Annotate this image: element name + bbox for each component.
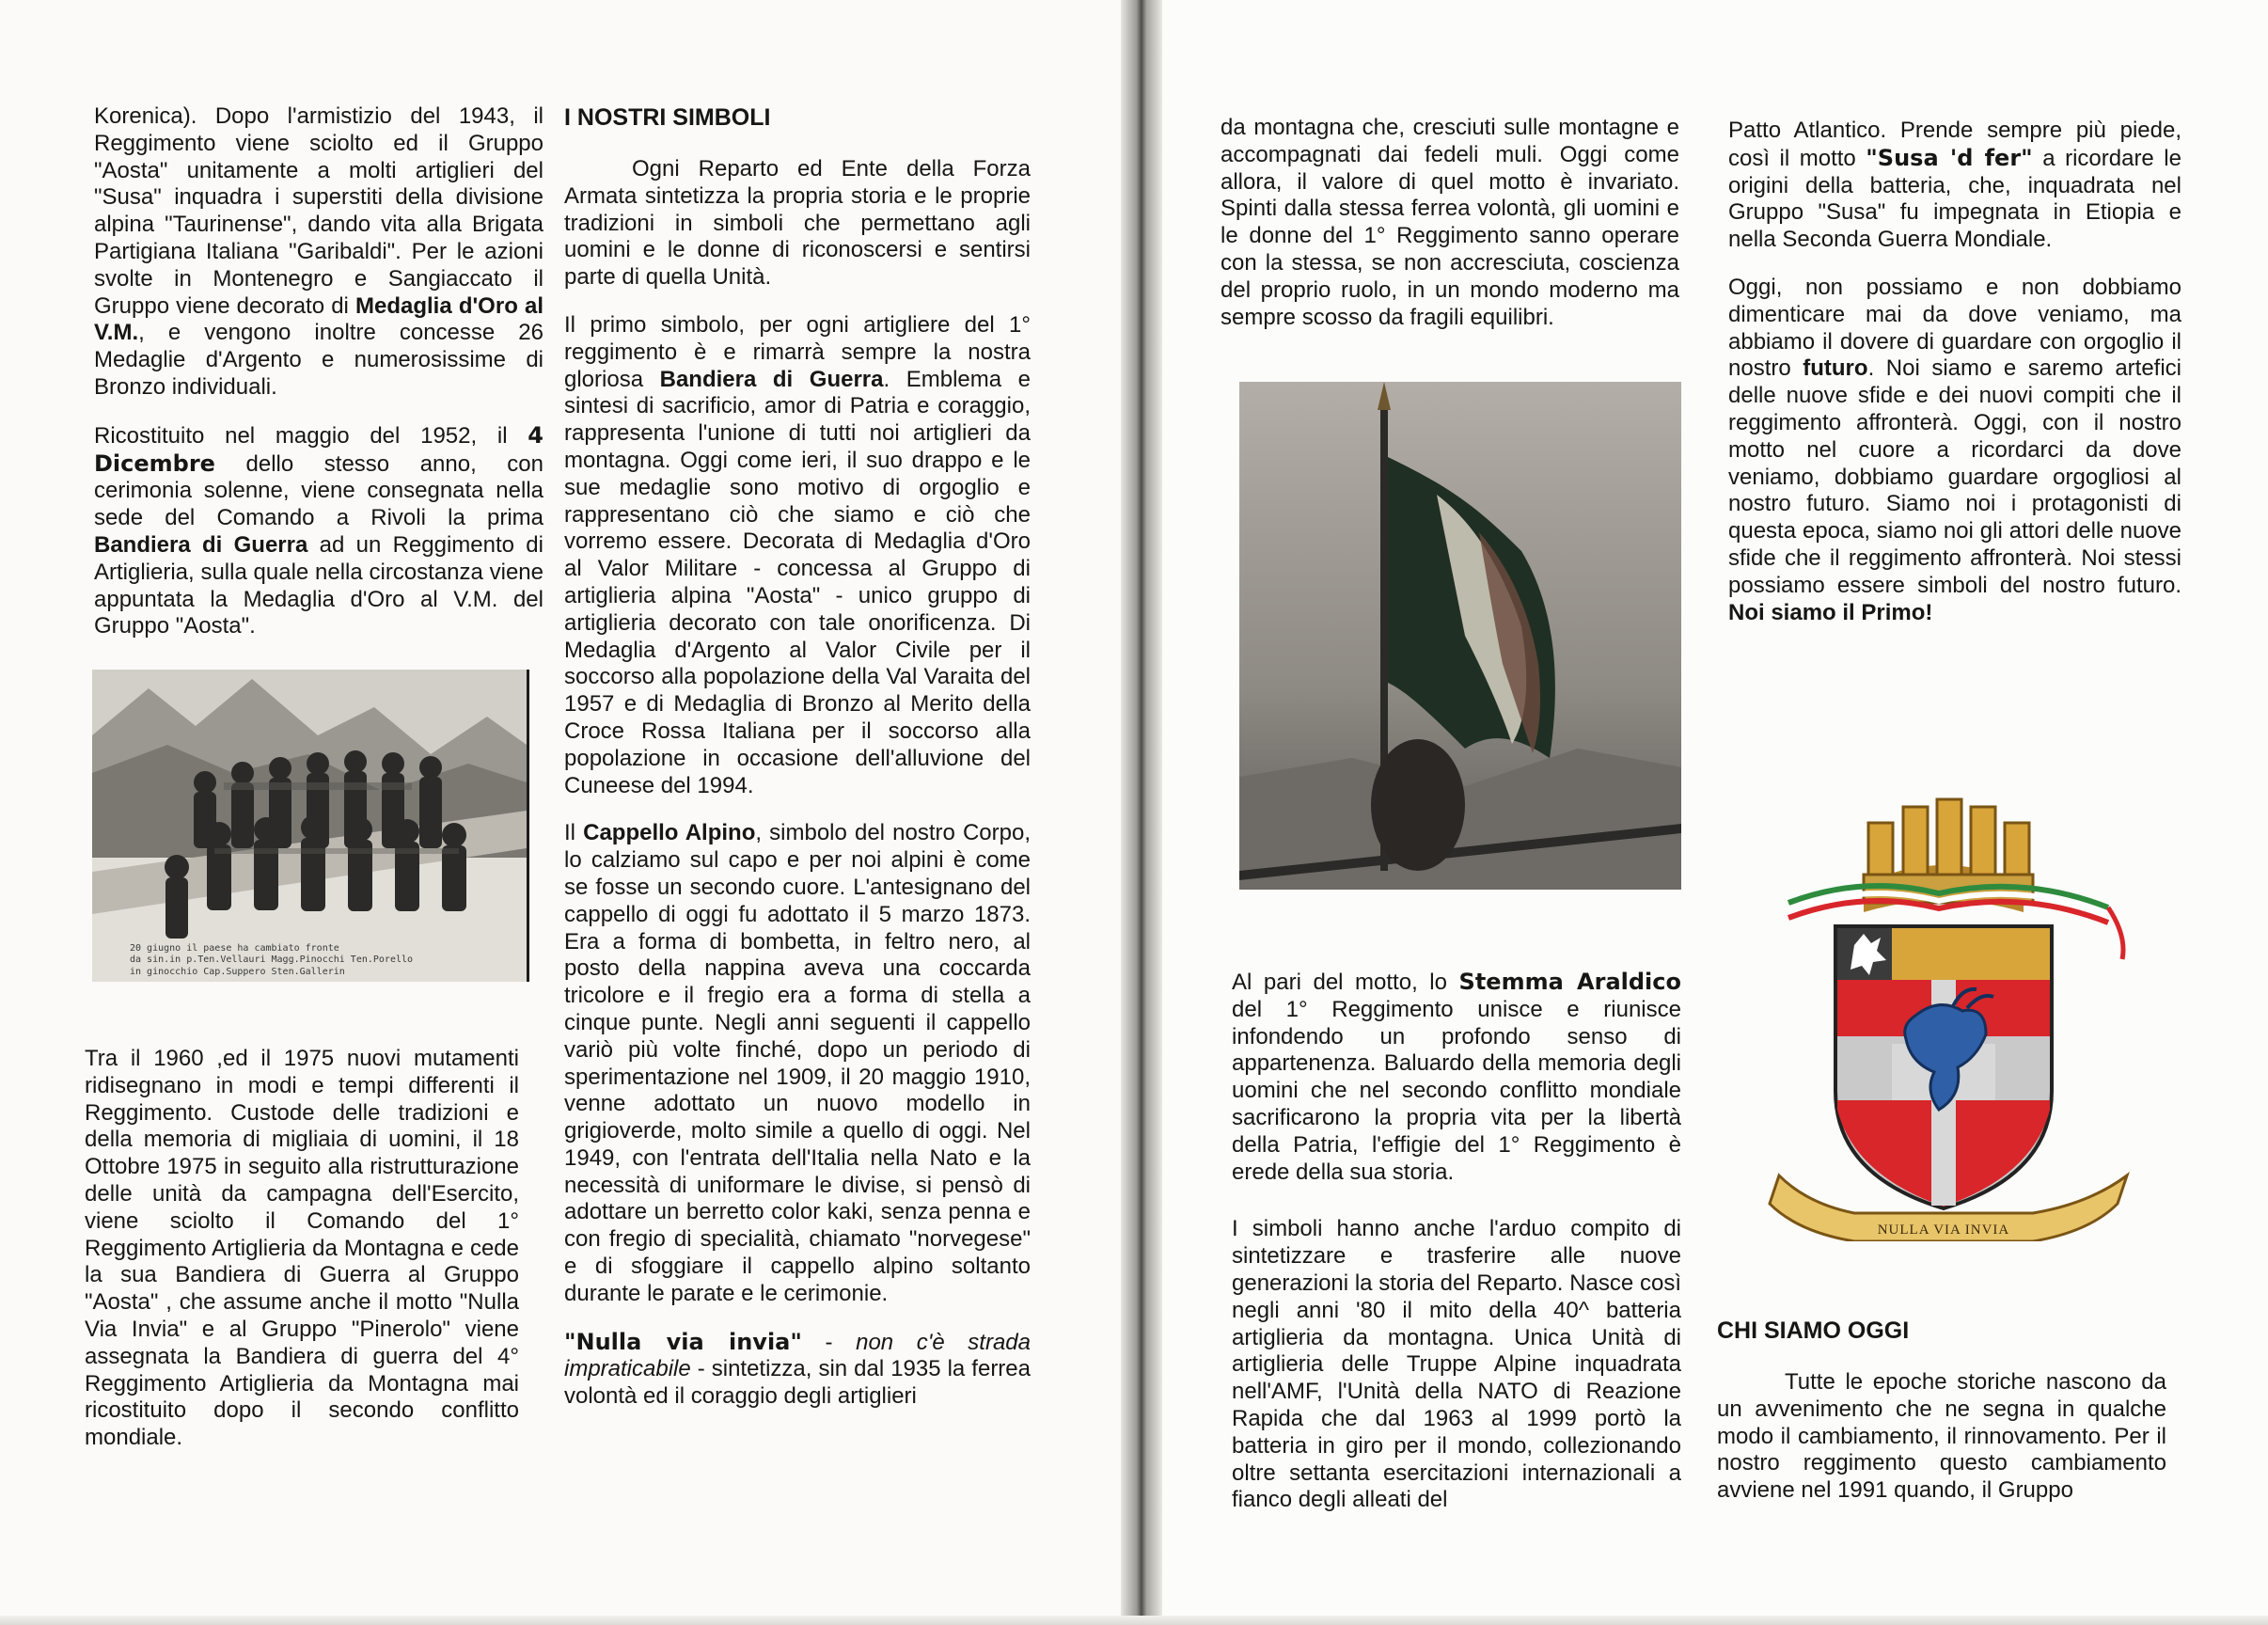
paragraph-armistizio: Korenica). Dopo l'armistizio del 1943, il Reggimento viene sciolto ed il Gruppo "Aosta" unitamente a molti artiglieri del "Susa" inquadra i superstiti della divisione alpina "Taurinense", dando vita alla Brigata Partigiana Italiana "Garibaldi". Per le azioni svolte in Montenegro e Sangiaccato il Gruppo viene decorato di Medaglia d'Oro al V.M., e vengono inoltre concesse 26 Medaglie d'Argento e numerosissime di Bronzo individuali. xyxy=(94,103,543,400)
heading-chi-siamo-oggi: CHI SIAMO OGGI xyxy=(1717,1317,1910,1344)
paragraph-oggi: Oggi, non possiamo e non dobbiamo dimenticare mai da dove veniamo, ma abbiamo il dovere di guardare con orgoglio il nostro futuro. Noi siamo e saremo artefici delle nuove sfide e dei nuovi compiti che il reggimento affronterà. Oggi, con il nostro motto nel cuore a ricordarci da dove veniamo, dobbiamo guardare orgogliosi al nostro futuro. Siamo noi i protagonisti di questa epoca, siamo noi gli attori delle nuove sfide che il reggimento affronterà. Noi stessi possiamo essere simboli del nostro futuro. Noi siamo il Primo! xyxy=(1728,274,2181,625)
heading-i-nostri-simboli: I NOSTRI SIMBOLI xyxy=(564,104,771,131)
paragraph-stemma-araldico: Al pari del motto, lo Stemma Araldico del 1° Reggimento unisce e riunisce infondendo un profondo senso di appartenenza. Baluardo della memoria degli uomini che nel secondo conflitto mondiale sacrificarono la propria vita per la libertà della Patria, l'effigie del 1° Reggimento è erede della sua storia. xyxy=(1232,969,1681,1185)
paragraph-mutamenti: Tra il 1960 ,ed il 1975 nuovi mutamenti ridisegnano in modi e tempi differenti il Reggimento. Custode delle tradizioni e della memoria di migliaia di uomini, il 18 Ottobre 1975 in seguito alla ristrutturazione delle unità da campagna dell'Esercito, viene sciolto il Comando del 1° Reggimento Artiglieria da Montagna e cede la sua Bandiera di Guerra al Gruppo "Aosta" , che assume anche il motto "Nulla Via Invia" e al Gruppo "Pinerolo" viene assegnata la Bandiera di guerra del 4° Reggimento Artiglieria da Montagna mai ricostituito dopo il secondo conflitto mondiale. xyxy=(85,1046,519,1451)
bold-nulla-via-invia: "Nulla via invia" xyxy=(564,1328,802,1355)
coat-of-arms xyxy=(1751,734,2146,1241)
motto-text: NULLA VIA INVIA xyxy=(1877,1223,2010,1238)
left-column-1-lower xyxy=(85,1046,519,1473)
book-spine xyxy=(1121,0,1162,1625)
soldiers-photo-image xyxy=(92,670,527,982)
left-column-2 xyxy=(564,103,1031,1431)
bold-bandiera-di-guerra: Bandiera di Guerra xyxy=(94,531,308,558)
right-column-1-lower xyxy=(1232,969,1681,1535)
paragraph-da-montagna: da montagna che, cresciuti sulle montagne e accompagnati dai fedeli muli. Oggi come allora, il valore di quel motto è invariato. Spinti dalla stessa ferrea volontà, gli uomini e le donne del 1° Reggimento sanno operare con la stessa, se non accresciuta, coscienza del proprio ruolo, in un mondo moderno ma sempre scosso da fragili equilibri. xyxy=(1221,115,1679,330)
bold-4-dicembre: 4 Dicembre xyxy=(94,421,543,477)
paragraph-ricostituito: Ricostituito nel maggio del 1952, il 4 Dicembre dello stesso anno, con cerimonia solenne, viene consegnata nella sede del Comando a Rivoli la prima Bandiera di Guerra ad un Reggimento di Artiglieria, sulla quale nella circostanza viene appuntata la Medaglia d'Oro al V.M. del Gruppo "Aosta". xyxy=(94,421,543,639)
photo-caption: 20 giugno il paese ha cambiato fronte da sin.in p.Ten.Vellauri Magg.Pinocchi Ten.Porello in ginocchio Cap.Suppero Sten.Gallerin xyxy=(130,942,414,977)
bold-susa-d-fer: "Susa 'd fer" xyxy=(1866,144,2033,171)
bold-noi-siamo-il-primo: Noi siamo il Primo! xyxy=(1728,599,1933,625)
photo-regimental-flag xyxy=(1239,382,1681,890)
paragraph-simboli-arduo: I simboli hanno anche l'arduo compito di sintetizzare e trasferire alle nuove generazioni la storia del Reparto. Nasce così negli anni '80 il mito della 40^ batteria artiglieria da montagna. Unica Unità di artiglieria delle Truppe Alpine inquadrata nell'AMF, l'Unità della NATO di Reazione Rapida che dal 1963 al 1999 portò la batteria in giro per il mondo, collezionando oltre settanta esercitazioni internazionali a fianco degli alleati del xyxy=(1232,1216,1681,1513)
paragraph-patto-atlantico: Patto Atlantico. Prende sempre più piede, così il motto "Susa 'd fer" a ricordare le origini della batteria, che, inquadrata nel Gruppo "Susa" fu impegnata in Etiopia e nella Seconda Guerra Mondiale. xyxy=(1728,118,2181,253)
bold-stemma-araldico: Stemma Araldico xyxy=(1458,969,1681,995)
historical-photo-alpine-soldiers xyxy=(92,670,529,982)
bold-cappello-alpino: Cappello Alpino xyxy=(583,820,756,846)
bold-bandiera-di-guerra-2: Bandiera di Guerra xyxy=(659,366,884,392)
bold-medaglia-oro: Medaglia d'Oro al V.M. xyxy=(94,292,543,346)
page-bottom-edge xyxy=(0,1616,2268,1625)
right-column-1 xyxy=(1221,115,1679,352)
paragraph-ogni-reparto: Ogni Reparto ed Ente della Forza Armata sintetizza la propria storia e le proprie tradizioni in simboli che permettano agli uomini e le donne di riconoscersi e sentirsi parte di quella Unità. xyxy=(564,156,1031,291)
right-column-2-lower xyxy=(1717,1317,2166,1525)
bold-futuro: futuro xyxy=(1803,355,1868,382)
left-column-1 xyxy=(94,103,543,661)
paragraph-cappello-alpino: Il Cappello Alpino, simbolo del nostro Corpo, lo calziamo sul capo e per noi alpini è come se fosse un secondo cuore. L'antesignano del cappello di oggi fu adottato il 5 marzo 1873. Era a forma di bombetta, in feltro nero, al posto della nappina aveva una coccarda tricolore e il fregio era a forma di stella a cinque punte. Negli anni seguenti il cappello variò più volte finché, dopo un periodo di sperimentazione nel 1909, il 20 maggio 1910, venne adottato un nuovo modello in grigioverde, molto simile a quello di oggi. Nel 1949, con l'entrata dell'Italia nella Nato e la necessità di uniformare le divise, si pensò di adottare un berretto color kaki, senza penna e con fregio di specialità, chiamato "norvegese" e di sfoggiare il cappello alpino soltanto durante le parate e le cerimonie. xyxy=(564,820,1031,1306)
paragraph-nulla-via-invia: "Nulla via invia" - non c'è strada impraticabile - sintetizza, sin dal 1935 la ferrea volontà ed il coraggio degli artiglieri xyxy=(564,1328,1031,1410)
paragraph-primo-simbolo: Il primo simbolo, per ogni artigliere del 1° reggimento è e rimarrà sempre la nostra gloriosa Bandiera di Guerra. Emblema e sintesi di sacrificio, amor di Patria e coraggio, rappresenta l'unione di tutti noi artiglieri da montagna. Oggi come ieri, il suo drappo e le sue medaglie sono motivo di orgoglio e rappresentano ciò che siamo e ciò che vorremo essere. Decorata di Medaglia d'Oro al Valor Militare - concessa al Gruppo di artiglieria alpina "Aosta" - unico gruppo di artiglieria decorato con tale onorificenza. Di Medaglia d'Argento al Valor Civile per il soccorso alla popolazione della Val Varaita del 1957 e di Medaglia di Bronzo al Merito della Croce Rossa Italiana per il soccorso alla popolazione in occasione dell'alluvione del Cuneese del 1994. xyxy=(564,311,1032,798)
paragraph-epoche-storiche: Tutte le epoche storiche nascono da un avvenimento che ne segna in qualche modo il cambiamento, il rinnovamento. Per il nostro reggimento questo cambiamento avviene nel 1991 quando, il Gruppo xyxy=(1717,1369,2166,1504)
flag-photo-image xyxy=(1239,382,1681,890)
coat-of-arms-image xyxy=(1751,734,2146,1241)
right-column-2 xyxy=(1728,118,2181,647)
